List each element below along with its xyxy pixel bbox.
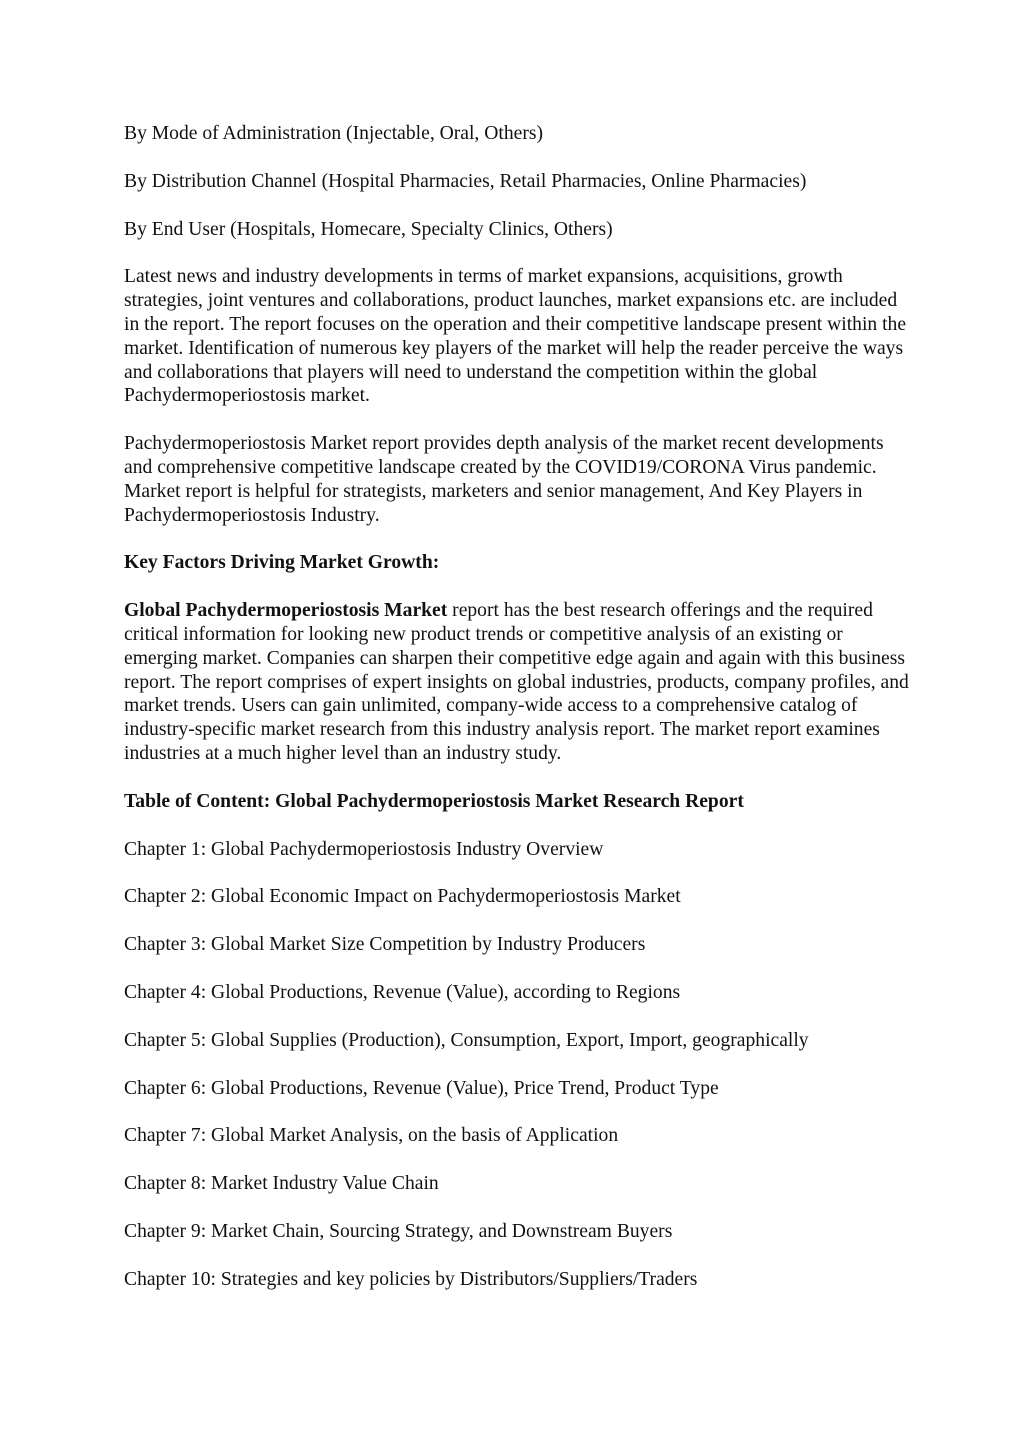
toc-chapter-8: Chapter 8: Market Industry Value Chain xyxy=(124,1173,439,1195)
toc-chapter-2: Chapter 2: Global Economic Impact on Pachydermoperiostosis Market xyxy=(124,886,681,908)
document-body xyxy=(124,122,914,1316)
paragraph-covid-analysis: Pachydermoperiostosis Market report provides depth analysis of the market recent developments and comprehensive competitive landscape created by the COVID19/CORONA Virus pandemic. Market report is helpful for strategists, marketers and senior management, And Key Players in Pachydermoperiostosis Industry. xyxy=(124,433,884,526)
toc-chapter-10: Chapter 10: Strategies and key policies by Distributors/Suppliers/Traders xyxy=(124,1268,698,1290)
segment-distribution-channel: By Distribution Channel (Hospital Pharmacies, Retail Pharmacies, Online Pharmacies) xyxy=(124,170,807,192)
toc-chapter-5: Chapter 5: Global Supplies (Production), Consumption, Export, Import, geographically xyxy=(124,1029,809,1051)
heading-key-factors: Key Factors Driving Market Growth: xyxy=(124,552,440,574)
paragraph-global-market xyxy=(124,599,914,766)
toc-chapter-1: Chapter 1: Global Pachydermoperiostosis Industry Overview xyxy=(124,838,604,860)
toc-chapter-9: Chapter 9: Market Chain, Sourcing Strategy, and Downstream Buyers xyxy=(124,1220,673,1242)
toc-chapter-4: Chapter 4: Global Productions, Revenue (Value), according to Regions xyxy=(124,981,681,1003)
heading-table-of-content: Table of Content: Global Pachydermoperiostosis Market Research Report xyxy=(124,790,744,812)
toc-chapter-6: Chapter 6: Global Productions, Revenue (Value), Price Trend, Product Type xyxy=(124,1077,719,1099)
segment-end-user: By End User (Hospitals, Homecare, Specialty Clinics, Others) xyxy=(124,218,613,240)
segment-mode-of-administration: By Mode of Administration (Injectable, Oral, Others) xyxy=(124,123,543,144)
global-market-description: report has the best research offerings and the required critical information for looking new product trends or competitive analysis of an existing or emerging market. Companies can sharpen their competitive edge again and again with this business report. The report comprises of expert insights on global industries, products, company profiles, and market trends. Users can gain unlimited, company-wide access to a comprehensive catalog of industry-specific market research from this industry analysis report. The market report examines industries at a much higher level than an industry study. xyxy=(124,600,909,764)
global-market-bold-lead: Global Pachydermoperiostosis Market xyxy=(124,600,448,622)
paragraph-industry-developments: Latest news and industry developments in terms of market expansions, acquisitions, growth strategies, joint ventures and collaborations, product launches, market expansions etc. are included in the report. The report focuses on the operation and their competitive landscape present within the market. Identification of numerous key players of the market will help the reader perceive the ways and collaborations that players will need to understand the competition within the global Pachydermoperiostosis market. xyxy=(124,266,907,407)
toc-chapter-3: Chapter 3: Global Market Size Competition by Industry Producers xyxy=(124,934,646,956)
toc-chapter-7: Chapter 7: Global Market Analysis, on the basis of Application xyxy=(124,1125,619,1147)
